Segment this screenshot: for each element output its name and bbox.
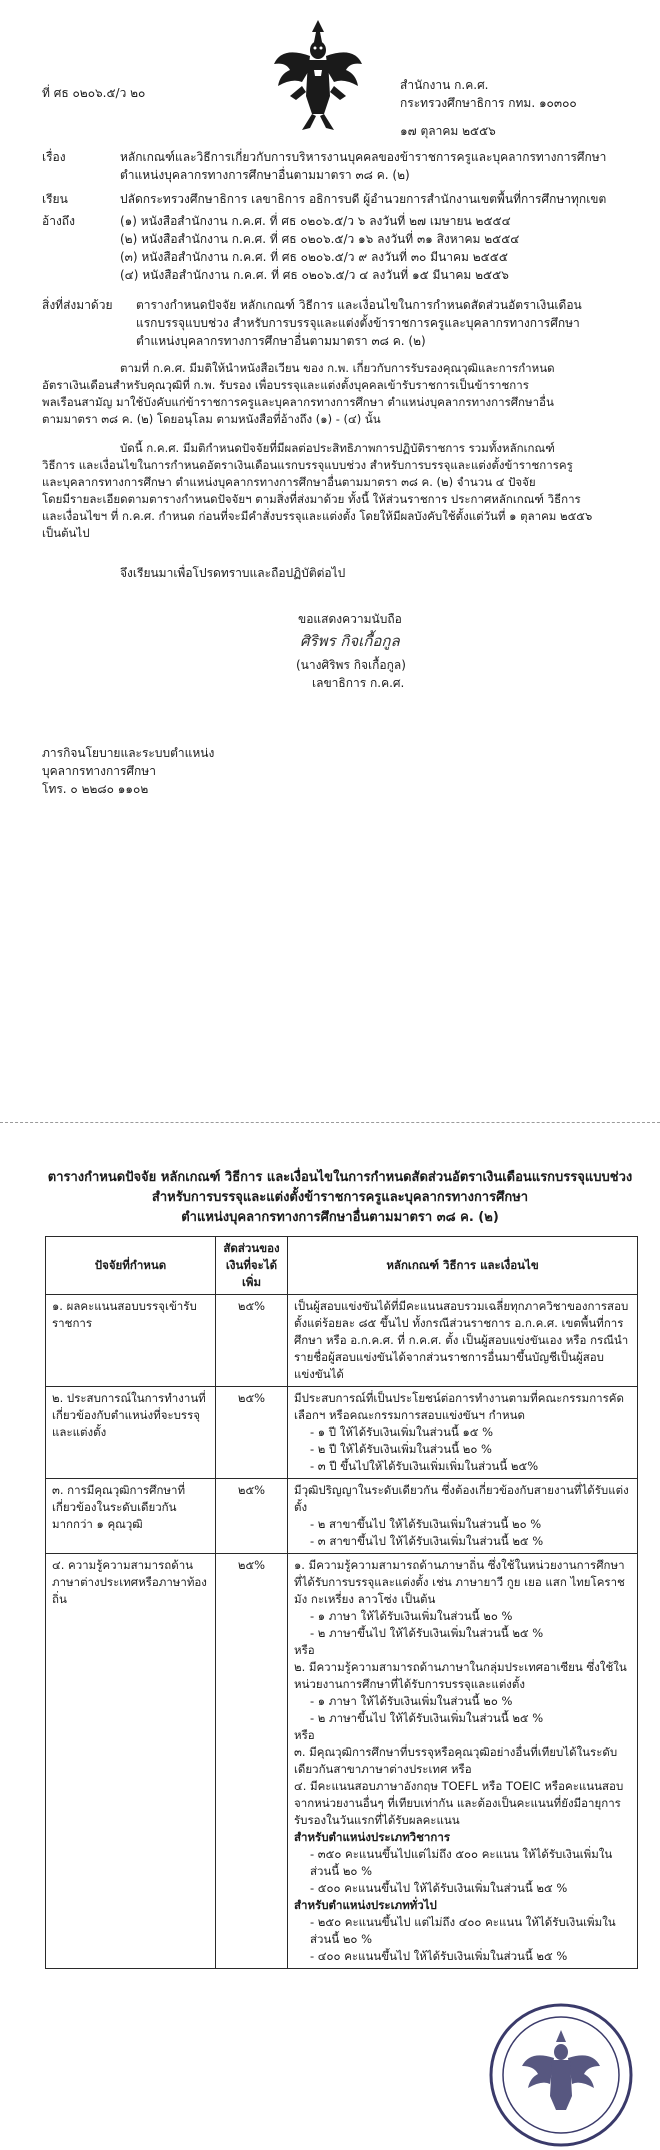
criteria-cell (288, 1387, 638, 1479)
criteria-line: มีวุฒิปริญญาในระดับเดียวกัน ซึ่งต้องเกี่ยวข้องกับสายงานที่ได้รับแต่งตั้ง (294, 1483, 629, 1514)
criteria-line: - ๓๕๐ คะแนนขึ้นไปแต่ไม่ถึง ๕๐๐ คะแนน ให้ได้รับเงินเพิ่มในส่วนนี้ ๒๐ % (310, 1847, 613, 1878)
paragraph-line: และเงื่อนไขฯ ที่ ก.ค.ศ. กำหนด ก่อนที่จะมีคำสั่งบรรจุและแต่งตั้ง โดยให้มีผลบังคับใช้ตั้งแต่วันที่ ๑ ตุลาคม ๒๕๕๖ (42, 509, 593, 523)
criteria-cell (288, 1479, 638, 1554)
criteria-cell (288, 1554, 638, 1969)
department-line: ภารกิจนโยบายและระบบตำแหน่ง (42, 746, 215, 760)
attachment-title-line: สำหรับการบรรจุและแต่งตั้งข้าราชการครูและบุคลากรทางการศึกษา (151, 1190, 529, 1205)
enclosure-line: แรกบรรจุแบบช่วง สำหรับการบรรจุและแต่งตั้งข้าราชการครูและบุคลากรทางการศึกษา (136, 316, 580, 330)
attachment-title-line: ตำแหน่งบุคลากรทางการศึกษาอื่นตามมาตรา ๓๘ ค. (๒) (181, 1210, 499, 1225)
criteria-line: - ๑ ปี ให้ได้รับเงินเพิ่มในส่วนนี้ ๑๕ % (310, 1425, 494, 1439)
attachment-page (0, 1138, 660, 2147)
criteria-line: - ๑ ภาษา ให้ได้รับเงินเพิ่มในส่วนนี้ ๒๐ % (310, 1694, 513, 1708)
subject-line: หลักเกณฑ์และวิธีการเกี่ยวกับการบริหารงานบุคคลของข้าราชการครูและบุคลากรทางการศึกษา (120, 150, 607, 164)
criteria-line: - ๓ สาขาขึ้นไป ให้ได้รับเงินเพิ่มในส่วนนี้ ๒๕ % (310, 1534, 544, 1548)
closing-request: จึงเรียนมาเพื่อโปรดทราบและถือปฏิบัติต่อไป (120, 566, 346, 580)
paragraph-line: ตามที่ ก.ค.ศ. มีมติให้นำหนังสือเวียน ของ ก.พ. เกี่ยวกับการรับรองคุณวุฒิและการกำหนด (120, 361, 555, 375)
criteria-line: หรือ (294, 1643, 315, 1657)
criteria-line: - ๑ ภาษา ให้ได้รับเงินเพิ่มในส่วนนี้ ๒๐ % (310, 1609, 513, 1623)
factor-cell: ๑. ผลคะแนนสอบบรรจุเข้ารับราชการ (46, 1295, 216, 1387)
criteria-line: เป็นผู้สอบแข่งขันได้ที่มีคะแนนสอบรวมเฉลี่ยทุกภาควิชาของการสอบตั้งแต่ร้อยละ ๘๕ ขึ้นไป ทั้งกรณีส่วนราชการ อ.ก.ค.ศ. เขตพื้นที่การศึกษา หรือ อ.ก.ค.ศ. ที่ ก.ค.ศ. ตั้ง เป็นผู้สอบแข่งขันเอง หรือ กรณีนำรายชื่อผู้สอบแข่งขันได้จากส่วนราชการอื่นมาขึ้นบัญชีเป็นผู้สอบแข่งขันได้ (294, 1299, 629, 1381)
reference-item: (๑) หนังสือสำนักงาน ก.ค.ศ. ที่ ศธ ๐๒๐๖.๕/ว ๖ ลงวันที่ ๒๗ เมษายน ๒๕๕๔ (120, 214, 511, 228)
department-phone: โทร. ๐ ๒๒๘๐ ๑๑๐๒ (42, 782, 149, 796)
paragraph-line: พลเรือนสามัญ มาใช้บังคับแก่ข้าราชการครูและบุคลากรทางการศึกษา ตำแหน่งบุคลากรทางการศึกษาอื่น (42, 395, 554, 409)
criteria-line: - ๓ ปี ขึ้นไปให้ได้รับเงินเพิ่มเพิ่มในส่วนนี้ ๒๕% (310, 1459, 539, 1473)
official-seal-icon (486, 2000, 636, 2150)
reference-item: (๓) หนังสือสำนักงาน ก.ค.ศ. ที่ ศธ ๐๒๐๖.๕/ว ๙ ลงวันที่ ๓๐ มีนาคม ๒๕๕๕ (120, 250, 508, 264)
subject-label: เรื่อง (42, 150, 66, 164)
reference-number: ที่ ศธ ๐๒๐๖.๕/ว ๒๐ (42, 86, 146, 100)
paragraph-line: วิธีการ และเงื่อนไขในการกำหนดอัตราเงินเดือนแรกบรรจุแบบช่วง สำหรับการบรรจุและแต่งตั้งข้าราชการครู (42, 458, 573, 472)
table-row (46, 1554, 638, 1969)
criteria-line: - ๒ ปี ให้ได้รับเงินเพิ่มในส่วนนี้ ๒๐ % (310, 1442, 492, 1456)
garuda-emblem-icon (272, 16, 364, 134)
letter-date: ๑๗ ตุลาคม ๒๕๕๖ (400, 124, 496, 138)
factor-cell: ๔. ความรู้ความสามารถด้านภาษาต่างประเทศหรือภาษาท้องถิ่น (46, 1554, 216, 1969)
header-percent: สัดส่วนของเงินที่จะได้เพิ่ม (216, 1237, 288, 1295)
criteria-line: ๒. มีความรู้ความสามารถด้านภาษาในกลุ่มประเทศอาเซียน ซึ่งใช้ในหน่วยงานการศึกษาที่ได้รับการบรรจุและแต่งตั้ง (294, 1660, 627, 1691)
criteria-line: ๔. มีคะแนนสอบภาษาอังกฤษ TOEFL หรือ TOEIC หรือคะแนนสอบจากหน่วยงานอื่นๆ ที่เทียบเท่ากัน และต้องเป็นคะแนนที่ยังมีอายุการรับรองในวันแรกที่ได้รับผลคะแนน (294, 1779, 624, 1827)
table-header-row (46, 1237, 638, 1295)
enclosure-line: ตารางกำหนดปัจจัย หลักเกณฑ์ วิธีการ และเงื่อนไขในการกำหนดสัดส่วนอัตราเงินเดือน (136, 298, 582, 312)
paragraph-line: อัตราเงินเดือนสำหรับคุณวุฒิที่ ก.พ. รับรอง เพื่อบรรจุและแต่งตั้งบุคคลเข้ารับราชการเป็นข้าราชการ (42, 378, 529, 392)
reference-item: (๔) หนังสือสำนักงาน ก.ค.ศ. ที่ ศธ ๐๒๐๖.๕/ว ๔ ลงวันที่ ๑๕ มีนาคม ๒๕๕๖ (120, 268, 509, 282)
enclosure-text (136, 296, 632, 350)
criteria-line: ๑. มีความรู้ความสามารถด้านภาษาถิ่น ซึ่งใช้ในหน่วยงานการศึกษาที่ได้รับการบรรจุและแต่งตั้ง เช่น ภาษายาวี กูย เยอ แสก ไทยโคราช มัง กะเหรี่ยง ลาวโซ่ง เป็นต้น (294, 1558, 625, 1606)
signer-title: เลขาธิการ ก.ค.ศ. (312, 676, 405, 690)
criteria-subheading: สำหรับตำแหน่งประเภทวิชาการ (294, 1830, 450, 1844)
page-separator (0, 1122, 660, 1123)
paragraph-resolution (42, 440, 632, 542)
percent-cell: ๒๕% (216, 1295, 288, 1387)
office-address: กระทรวงศึกษาธิการ กทม. ๑๐๓๐๐ (400, 96, 577, 110)
table-row (46, 1295, 638, 1387)
paragraph-background (42, 360, 632, 428)
criteria-line: - ๒ ภาษาขึ้นไป ให้ได้รับเงินเพิ่มในส่วนนี้ ๒๕ % (310, 1711, 544, 1725)
percent-cell: ๒๕% (216, 1554, 288, 1969)
percent-cell: ๒๕% (216, 1479, 288, 1554)
paragraph-line: เป็นต้นไป (42, 526, 90, 540)
criteria-line: - ๒๕๐ คะแนนขึ้นไป แต่ไม่ถึง ๔๐๐ คะแนน ให้ได้รับเงินเพิ่มในส่วนนี้ ๒๐ % (310, 1915, 616, 1946)
subject-text (120, 148, 632, 184)
signer-name: (นางศิริพร กิจเกื้อกูล) (296, 658, 406, 672)
attachment-title-line: ตารางกำหนดปัจจัย หลักเกณฑ์ วิธีการ และเงื่อนไขในการกำหนดสัดส่วนอัตราเงินเดือนแรกบรรจุแบบช่วง (47, 1170, 633, 1185)
percent-cell: ๒๕% (216, 1387, 288, 1479)
criteria-cell (288, 1295, 638, 1387)
references-list (120, 212, 632, 284)
table-row (46, 1479, 638, 1554)
department-line: บุคลากรทางการศึกษา (42, 764, 156, 778)
paragraph-line: โดยมีรายละเอียดตามตารางกำหนดปัจจัยฯ ตามสิ่งที่ส่งมาด้วย ทั้งนี้ ให้ส่วนราชการ ประกาศหลักเกณฑ์ วิธีการ (42, 492, 581, 506)
header-factor: ปัจจัยที่กำหนด (46, 1237, 216, 1295)
enclosure-label: สิ่งที่ส่งมาด้วย (42, 298, 113, 312)
office-name: สำนักงาน ก.ค.ศ. (400, 78, 489, 92)
criteria-subheading: สำหรับตำแหน่งประเภททั่วไป (294, 1898, 437, 1912)
criteria-line: ๓. มีคุณวุฒิการศึกษาที่บรรจุหรือคุณวุฒิอย่างอื่นที่เทียบได้ในระดับเดียวกันสาขาภาษาต่างประเทศ หรือ (294, 1745, 618, 1776)
criteria-line: - ๔๐๐ คะแนนขึ้นไป ให้ได้รับเงินเพิ่มในส่วนนี้ ๒๕ % (310, 1949, 568, 1963)
subject-line: ตำแหน่งบุคลากรทางการศึกษาอื่นตามมาตรา ๓๘ ค. (๒) (120, 168, 410, 182)
signature: ศิริพร กิจเกื้อกูล (300, 632, 400, 650)
department-info (42, 744, 214, 798)
paragraph-line: และบุคลากรทางการศึกษา ตำแหน่งบุคลากรทางการศึกษาอื่นตามมาตรา ๓๘ ค. (๒) จำนวน ๔ ปัจจัย (42, 475, 536, 489)
attachment-title (40, 1168, 640, 1228)
recipient-text: ปลัดกระทรวงศึกษาธิการ เลขาธิการ อธิการบดี ผู้อำนวยการสำนักงานเขตพื้นที่การศึกษาทุกเขต (120, 192, 607, 206)
header-criteria: หลักเกณฑ์ วิธีการ และเงื่อนไข (288, 1237, 638, 1295)
table-row (46, 1387, 638, 1479)
references-label: อ้างถึง (42, 214, 75, 228)
factor-cell: ๒. ประสบการณ์ในการทำงานที่เกี่ยวข้องกับตำแหน่งที่จะบรรจุและแต่งตั้ง (46, 1387, 216, 1479)
factor-cell: ๓. การมีคุณวุฒิการศึกษาที่เกี่ยวข้องในระดับเดียวกันมากกว่า ๑ คุณวุฒิ (46, 1479, 216, 1554)
criteria-line: - ๕๐๐ คะแนนขึ้นไป ให้ได้รับเงินเพิ่มในส่วนนี้ ๒๕ % (310, 1881, 568, 1895)
criteria-line: มีประสบการณ์ที่เป็นประโยชน์ต่อการทำงานตามที่คณะกรรมการคัดเลือกฯ หรือคณะกรรมการสอบแข่งขันฯ กำหนด (294, 1391, 624, 1422)
criteria-line: - ๒ ภาษาขึ้นไป ให้ได้รับเงินเพิ่มในส่วนนี้ ๒๕ % (310, 1626, 544, 1640)
recipient-label: เรียน (42, 192, 68, 206)
criteria-line: - ๒ สาขาขึ้นไป ให้ได้รับเงินเพิ่มในส่วนนี้ ๒๐ % (310, 1517, 542, 1531)
closing-salutation: ขอแสดงความนับถือ (298, 612, 402, 626)
criteria-table (45, 1236, 638, 1969)
criteria-line: หรือ (294, 1728, 315, 1742)
paragraph-line: ตามมาตรา ๓๘ ค. (๒) โดยอนุโลม ตามหนังสือที่อ้างถึง (๑) - (๔) นั้น (42, 412, 381, 426)
paragraph-line: บัดนี้ ก.ค.ศ. มีมติกำหนดปัจจัยที่มีผลต่อประสิทธิภาพการปฏิบัติราชการ รวมทั้งหลักเกณฑ์ (120, 441, 555, 455)
reference-item: (๒) หนังสือสำนักงาน ก.ค.ศ. ที่ ศธ ๐๒๐๖.๕/ว ๑๖ ลงวันที่ ๓๑ สิงหาคม ๒๕๕๔ (120, 232, 520, 246)
enclosure-line: ตำแหน่งบุคลากรทางการศึกษาอื่นตามมาตรา ๓๘ ค. (๒) (136, 334, 426, 348)
